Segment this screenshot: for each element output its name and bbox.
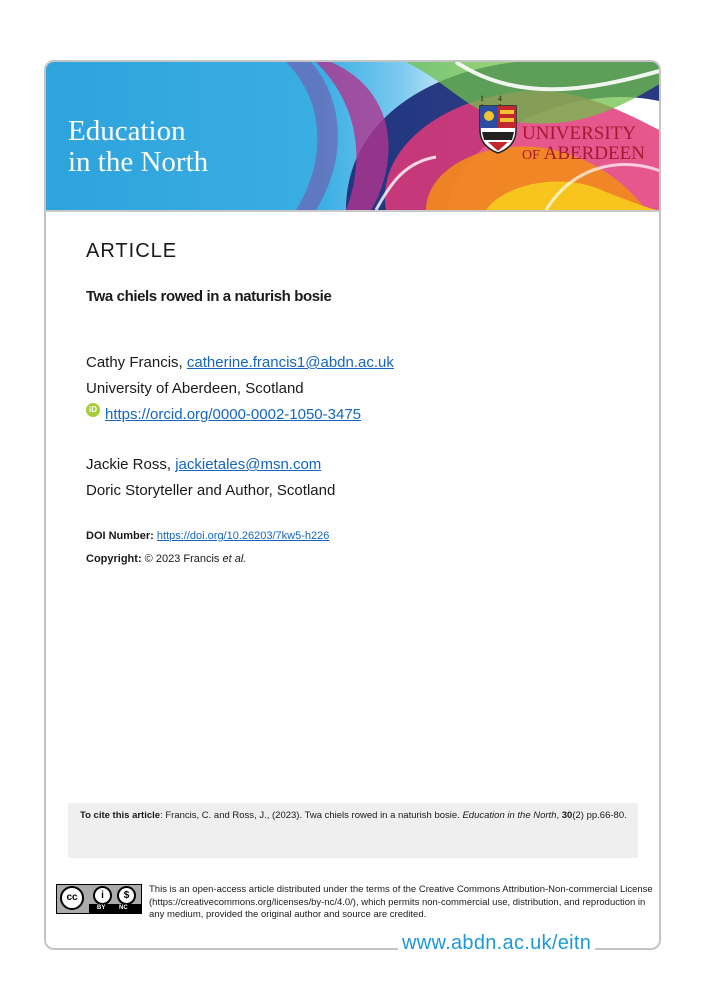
doi-link[interactable]: https://doi.org/10.26203/7kw5-h226 (156, 530, 330, 542)
citation-rest: (2) pp.66-80. (572, 810, 627, 821)
author-2-affiliation: Doric Storyteller and Author, Scotland (86, 482, 336, 499)
copyright-label: Copyright: (86, 553, 142, 565)
copyright-text: © 2023 Francis (144, 553, 220, 565)
citation-box (68, 803, 638, 858)
citation-label: To cite this article (80, 810, 161, 821)
journal-title-line1: Education (68, 115, 186, 147)
license-nc-label: NC (119, 905, 128, 911)
cc-by-nc-license-badge[interactable] (56, 884, 142, 914)
citation-volume: 30 (561, 810, 573, 821)
attribution-icon: i (93, 886, 112, 905)
orcid-icon: iD (86, 403, 100, 417)
citation-comma: , (556, 810, 562, 821)
copyright-etal: et al. (222, 553, 247, 565)
journal-title (68, 116, 208, 178)
university-crest-icon (478, 104, 518, 154)
author-2-email-link[interactable]: jackietales@msn.com (175, 456, 322, 473)
citation-journal: Education in the North (462, 810, 557, 821)
university-logo (478, 96, 658, 166)
university-name-of: OF (522, 148, 540, 163)
journal-banner (46, 62, 659, 212)
author-1-orcid-link[interactable]: https://orcid.org/0000-0002-1050-3475 (105, 406, 362, 423)
cc-icon: cc (60, 886, 84, 910)
author-1-line (86, 354, 394, 371)
author-1-orcid-line (105, 406, 361, 423)
copyright-line (86, 553, 246, 565)
footer-website-url[interactable]: www.abdn.ac.uk/eitn (398, 932, 595, 955)
author-1-affiliation: University of Aberdeen, Scotland (86, 380, 304, 397)
license-badge-bar (89, 904, 141, 913)
article-type-label: ARTICLE (86, 240, 178, 262)
university-name (522, 124, 645, 166)
citation-body: : Francis, C. and Ross, J., (2023). Twa chiels rowed in a naturish bosie. (160, 810, 463, 821)
doi-line (86, 530, 329, 542)
university-name-line1: UNIVERSITY (522, 123, 636, 144)
author-2-line (86, 456, 321, 473)
university-name-line2: ABERDEEN (543, 143, 645, 164)
citation-text (80, 810, 627, 821)
author-1-name: Cathy Francis, (86, 354, 187, 371)
founding-year: 1 4 (480, 94, 508, 103)
license-by-label: BY (97, 905, 106, 911)
journal-title-line2: in the North (68, 146, 209, 178)
author-1-email-link[interactable]: catherine.francis1@abdn.ac.uk (186, 354, 394, 371)
doi-label: DOI Number: (86, 530, 154, 542)
noncommercial-icon: $ (117, 886, 136, 905)
article-title: Twa chiels rowed in a naturish bosie (86, 288, 332, 305)
author-2-name: Jackie Ross, (86, 456, 176, 473)
license-text: This is an open-access article distributed under the terms of the Creative Commons Attribution-Non-commercial License (https://creativecommons.org/licenses/by-nc/4.0/), which permits non-commercial use, distribution, and reproduction in any medium, provided the original author and source are credited. (149, 884, 653, 920)
